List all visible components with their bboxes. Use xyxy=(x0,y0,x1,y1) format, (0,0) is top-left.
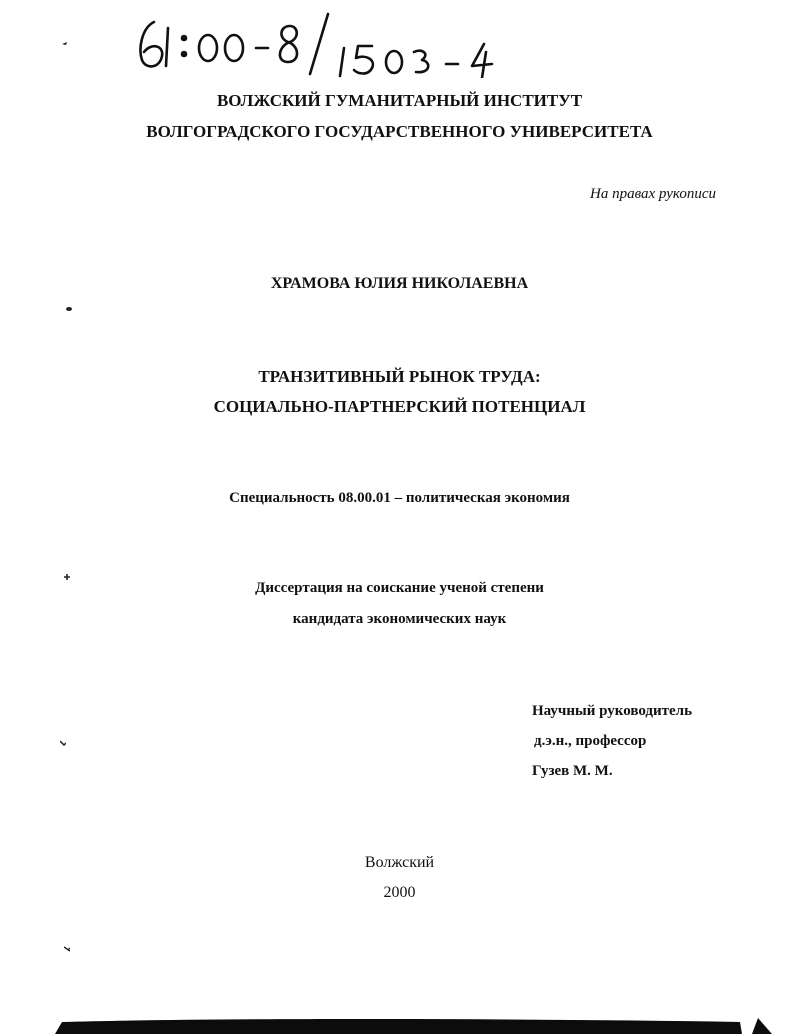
scan-speck xyxy=(64,574,70,580)
scan-speck xyxy=(64,946,70,952)
institution-name-line1: ВОЛЖСКИЙ ГУМАНИТАРНЫЙ ИНСТИТУТ xyxy=(216,91,583,110)
supervisor-name: Гузев М. М. xyxy=(532,763,613,779)
degree-line2: кандидата экономических наук xyxy=(292,611,507,627)
institution-name-line2: ВОЛГОГРАДСКОГО ГОСУДАРСТВЕННОГО УНИВЕРСИТЕТА xyxy=(146,122,653,141)
manuscript-rights-note: На правах рукописи xyxy=(590,186,716,202)
year: 2000 xyxy=(383,884,416,901)
scan-speck xyxy=(66,306,72,312)
author-name: ХРАМОВА ЮЛИЯ НИКОЛАЕВНА xyxy=(270,275,529,292)
city: Волжский xyxy=(364,854,435,871)
scan-speck xyxy=(60,740,66,746)
dissertation-title-line2: СОЦИАЛЬНО-ПАРТНЕРСКИЙ ПОТЕНЦИАЛ xyxy=(213,397,586,416)
degree-line1: Диссертация на соискание ученой степени xyxy=(255,580,544,596)
handwritten-archive-number xyxy=(132,8,512,78)
dissertation-title-line1: ТРАНЗИТИВНЫЙ РЫНОК ТРУДА: xyxy=(258,367,541,386)
supervisor-credentials: д.э.н., профессор xyxy=(534,733,647,749)
scan-speck xyxy=(62,40,68,46)
supervisor-role: Научный руководитель xyxy=(532,703,692,719)
specialty: Специальность 08.00.01 – политическая экономия xyxy=(229,490,570,506)
scan-bottom-edge xyxy=(0,1012,799,1034)
